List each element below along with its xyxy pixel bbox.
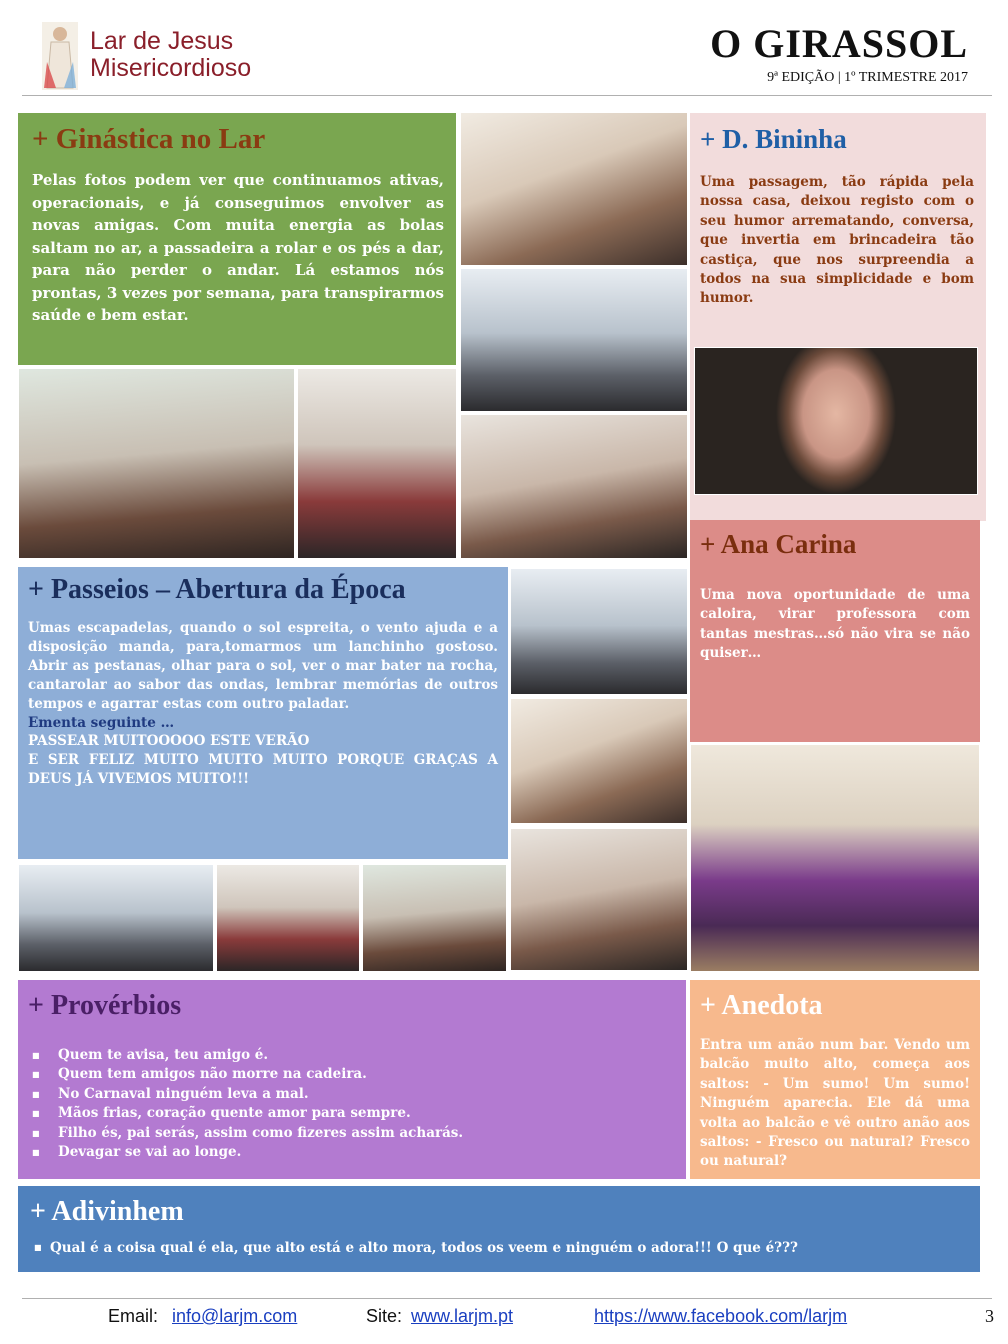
footer-divider [22,1298,992,1299]
logo-text [90,28,251,82]
logo [42,22,312,92]
passeios-body [28,619,498,789]
ginastica-section [18,113,456,365]
facebook-link[interactable]: https://www.facebook.com/larjm [594,1306,848,1326]
ginastica-text: Pelas fotos podem ver que continuamos ativas, operacionais, e já conseguimos envolver as novas amigas. Com muita energia as bolas saltam no ar, a passadeira a rolar e os pés a dar, para não perder o andar. Lá estamos nós prontas, 3 vezes por semana, para transpirarmos saúde e bem estar. [32,171,444,324]
bininha-text: Uma passagem, tão rápida pela nossa casa, deixou registo com o seu humor arrematando, conversa, que invertia em brincadeira tão castiça, que nos surpreendia a todos na sua simplicidade e bom humor. [700,174,974,307]
photo-exercise-sticks [297,368,457,559]
carina-section [690,520,980,742]
passeios-title: + Passeios – Abertura da Época [28,574,406,605]
carina-title: + Ana Carina [700,529,857,559]
email-link[interactable]: info@larjm.com [172,1306,298,1326]
proverbios-list [28,1046,674,1162]
logo-line1: Lar de Jesus [90,27,234,55]
proverbios-title: + Provérbios [28,990,182,1021]
site-label: Site: [366,1306,403,1326]
list-item: ■ Quem te avisa, teu amigo é. [28,1046,674,1065]
photo-snack-group [510,828,688,971]
footer [0,1304,1008,1334]
proverbios-section [18,980,686,1179]
photo-van-trip [510,568,688,695]
site-link[interactable]: www.larjm.pt [411,1306,514,1326]
anedota-title: + Anedota [700,990,823,1021]
photo-two-ladies [216,864,360,972]
riddle-text: Qual é a coisa qual é ela, que alto está e alto mora, todos os veem e ninguém o adora!!! O que é??? [50,1240,798,1256]
ginastica-title: + Ginástica no Lar [32,123,266,155]
adivinhem-title: + Adivinhem [30,1196,184,1227]
page-number: 3 [985,1306,994,1326]
bullet-icon: ■ [32,1069,40,1080]
bininha-title: + D. Bininha [700,124,847,154]
list-item: ■ Mãos frias, coração quente amor para sempre. [28,1104,674,1123]
anedota-section [690,980,980,1179]
carina-text: Uma nova oportunidade de uma caloira, virar professora com tantas mestras…só não vira se não quiser… [700,587,970,662]
passeios-line1: PASSEAR MUITOOOOO ESTE VERÃO [28,733,310,750]
logo-line2: Misericordioso [90,54,252,82]
list-item: ■ No Carnaval ninguém leva a mal. [28,1085,674,1104]
header-divider [22,95,992,96]
bullet-icon: ■ [34,1242,42,1252]
bullet-icon: ■ [32,1088,40,1099]
bullet-icon: ■ [32,1147,40,1158]
bullet-icon: ■ [32,1108,40,1119]
riddle [30,1238,968,1258]
edition-line: 9ª EDIÇÃO | 1º TRIMESTRE 2017 [767,70,968,85]
list-item: ■ Filho és, pai serás, assim como fizeres assim acharás. [28,1124,674,1143]
passeios-line2: E SER FELIZ MUITO MUITO MUITO PORQUE GRAÇAS A DEUS JÁ VIVEMOS MUITO!!! [28,752,498,788]
bullet-icon: ■ [32,1050,40,1060]
photo-ball-play [460,414,688,559]
photo-lunch-table [362,864,507,972]
photo-carnival-girls [690,744,980,972]
photo-treadmill [460,268,688,412]
photo-exercise-seated [460,112,688,266]
bullet-icon: ■ [32,1127,40,1138]
email-label: Email: [108,1306,159,1326]
passeios-ementa: Ementa seguinte … [28,714,175,731]
anedota-text: Entra um anão num bar. Vendo um balcão muito alto, começa aos saltos: - Um sumo! Um sumo! Ninguém aparecia. Ele dá uma volta ao balcão e vê outro anão aos saltos: - Fresco ou natural? Fresco ou natural? [700,1037,970,1170]
newsletter-title: O GIRASSOL [710,21,968,66]
photo-cafe-table [510,698,688,824]
adivinhem-section [18,1186,980,1272]
passeios-text: Umas escapadelas, quando o sol espreita, o vento ajuda e a disposição manda, para,tomarmos um lanchinho gostoso. Abrir as pestanas, olhar para o sol, ver o mar bater na rocha, cantarolar ao sabor das ondas, lembrar memórias de outros tempos e agarrar estas com outro paladar. [28,620,498,712]
list-item: ■ Devagar se vai ao longe. [28,1143,674,1162]
jesus-image-icon [42,22,78,90]
passeios-section [18,567,508,859]
photo-van-seats [18,864,214,972]
photo-living-room-exercise [18,368,295,559]
photo-bininha-portrait [694,347,978,495]
list-item: ■ Quem tem amigos não morre na cadeira. [28,1065,674,1084]
masthead [710,22,968,86]
